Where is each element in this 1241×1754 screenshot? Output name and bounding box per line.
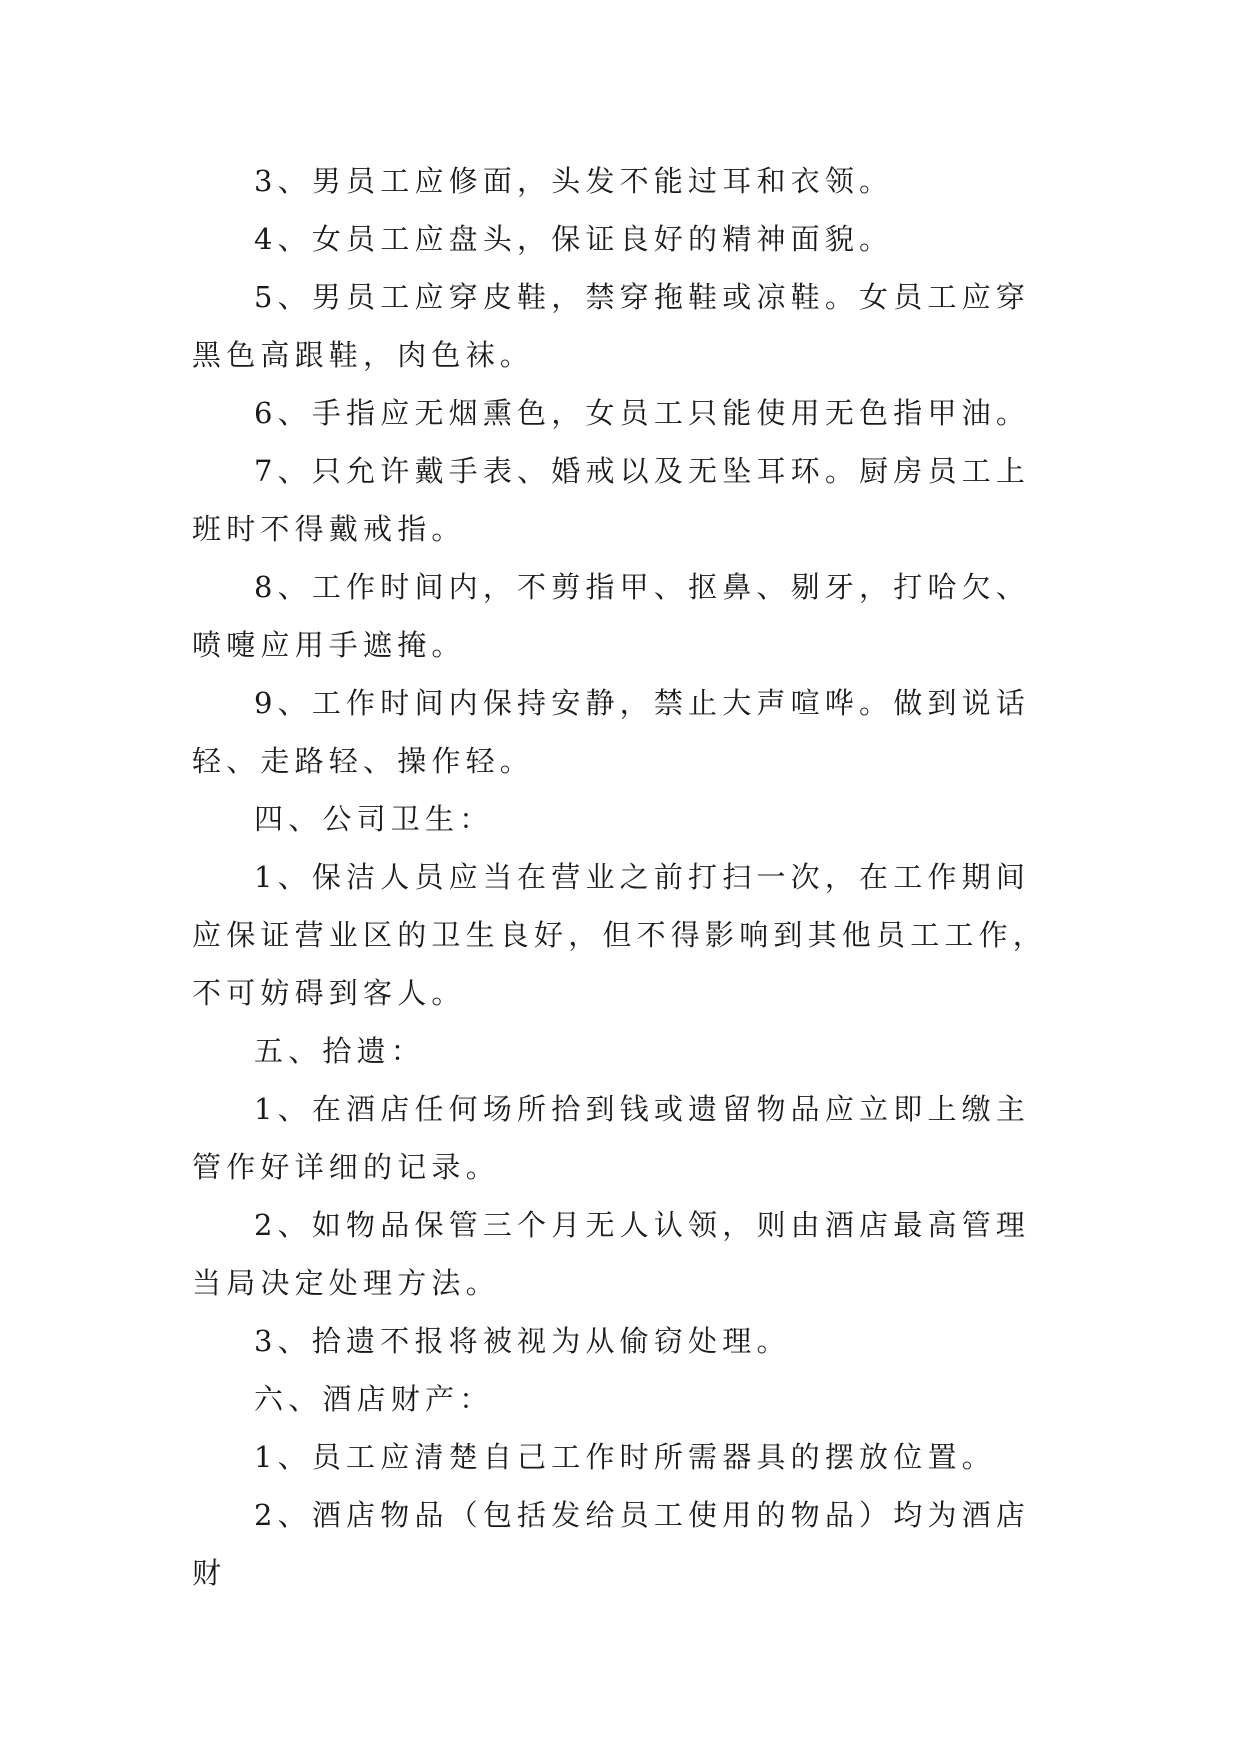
paragraph-rule-4-hair-bun: 4、女员工应盘头，保证良好的精神面貌。 xyxy=(254,222,894,256)
paragraph-property-1: 1、员工应清楚自己工作时所需器具的摆放位置。 xyxy=(254,1440,996,1474)
document-body xyxy=(192,152,1062,1602)
paragraph-hygiene-1: 1、保洁人员应当在营业之前打扫一次，在工作期间应保证营业区的卫生良好，但不得影响到其他员工工作，不可妨碍到客人。 xyxy=(192,860,1048,1010)
paragraph-rule-7-jewelry: 7、只允许戴手表、婚戒以及无坠耳环。厨房员工上班时不得戴戒指。 xyxy=(192,454,1031,546)
paragraph-lost-found-3: 3、拾遗不报将被视为从偷窃处理。 xyxy=(254,1324,791,1358)
section-heading-hygiene: 四、公司卫生： xyxy=(254,802,494,836)
paragraph-rule-6-nails: 6、手指应无烟熏色，女员工只能使用无色指甲油。 xyxy=(254,396,1031,430)
paragraph-property-2: 2、酒店物品（包括发给员工使用的物品）均为酒店财 xyxy=(192,1498,1031,1590)
paragraph-lost-found-1: 1、在酒店任何场所拾到钱或遗留物品应立即上缴主管作好详细的记录。 xyxy=(192,1092,1031,1184)
paragraph-rule-8-habits: 8、工作时间内，不剪指甲、抠鼻、剔牙，打哈欠、喷嚏应用手遮掩。 xyxy=(192,570,1031,662)
paragraph-rule-3-facial-hair: 3、男员工应修面，头发不能过耳和衣领。 xyxy=(254,164,894,198)
section-heading-property: 六、酒店财产： xyxy=(254,1382,494,1416)
section-heading-lost-found: 五、拾遗： xyxy=(254,1034,426,1068)
paragraph-lost-found-2: 2、如物品保管三个月无人认领，则由酒店最高管理当局决定处理方法。 xyxy=(192,1208,1031,1300)
paragraph-rule-5-shoes: 5、男员工应穿皮鞋，禁穿拖鞋或凉鞋。女员工应穿黑色高跟鞋，肉色袜。 xyxy=(192,280,1031,372)
paragraph-rule-9-quiet: 9、工作时间内保持安静，禁止大声喧哗。做到说话轻、走路轻、操作轻。 xyxy=(192,686,1031,778)
